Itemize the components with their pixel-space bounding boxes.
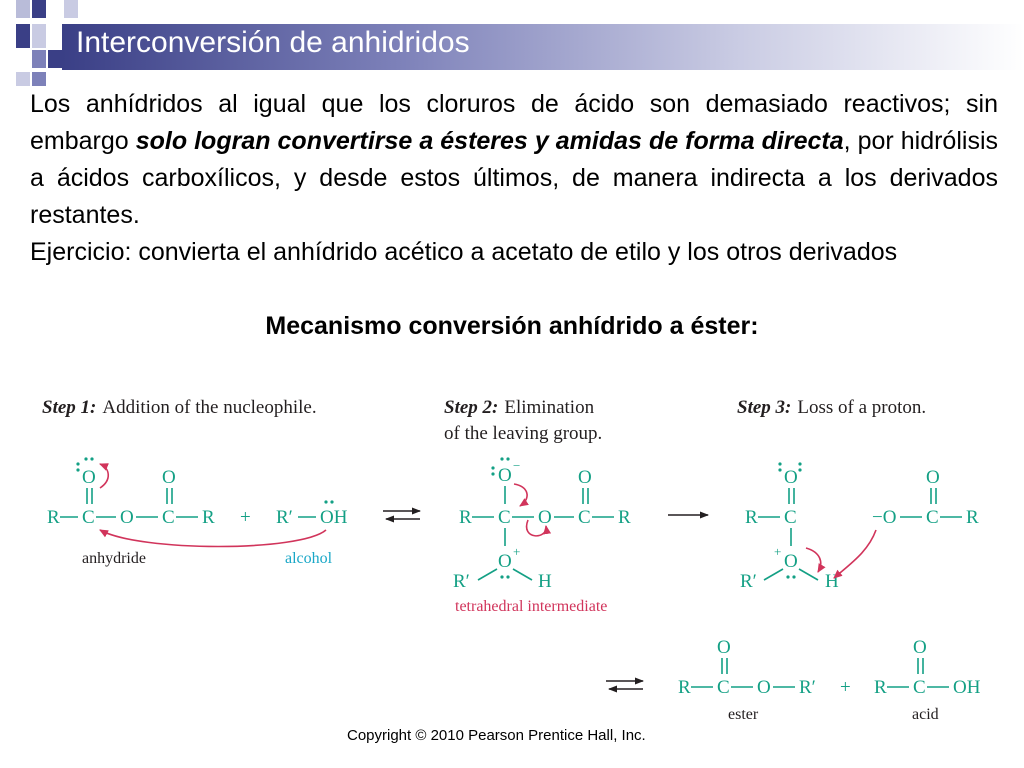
step-2-text-line-1: Elimination — [504, 397, 595, 418]
tetrahedral-intermediate — [453, 457, 631, 592]
plus-sign-products: + — [840, 677, 851, 698]
atom-o: O — [784, 551, 798, 572]
atom-r: R — [618, 507, 631, 528]
decor-square-5 — [32, 24, 46, 48]
equilibrium-arrow-2 — [606, 681, 643, 689]
plus-charge: + — [774, 544, 782, 559]
plus-sign: + — [240, 507, 251, 528]
paragraph-1-part-2: , por hidrólisis a ácidos carboxílicos, y desde estos últimos, de manera indirecta a los derivados restantes. — [30, 127, 998, 229]
paragraph-1-part-1: Los anhídridos al igual que los cloruros de ácido son demasiado reactivos; sin embargo — [30, 90, 998, 155]
atom-c: C — [162, 507, 175, 528]
paragraph-1-emphasis: solo logran convertirse a ésteres y amidas de forma directa — [135, 127, 844, 155]
atom-r-prime: R′ — [453, 571, 470, 592]
step-3-label-prefix: Step 3: — [737, 397, 792, 418]
plus-charge: + — [513, 544, 521, 559]
atom-c: C — [913, 677, 926, 698]
atom-o: O — [120, 507, 134, 528]
atom-o: O — [498, 465, 512, 486]
step-3-label — [737, 397, 926, 418]
decor-square-9 — [32, 72, 46, 86]
step-1-label — [42, 397, 317, 418]
atom-c: C — [926, 507, 939, 528]
atom-r: R — [874, 677, 887, 698]
atom-r-prime: R′ — [276, 507, 293, 528]
decor-square-8 — [16, 72, 30, 86]
equilibrium-arrow-1 — [383, 511, 420, 519]
caption-tetrahedral-intermediate: tetrahedral intermediate — [455, 598, 608, 615]
paragraph-2: Ejercicio: convierta el anhídrido acético a acetato de etilo y los otros derivados — [30, 238, 898, 266]
atom-o: O — [162, 467, 176, 488]
atom-r-prime: R′ — [799, 677, 816, 698]
paragraph-1 — [30, 86, 998, 234]
step-2-label-prefix: Step 2: — [444, 397, 499, 418]
atom-o: O — [926, 467, 940, 488]
step-1-label-prefix: Step 1: — [42, 397, 97, 418]
atom-c: C — [717, 677, 730, 698]
slide-title: Interconversión de anhidridos — [76, 26, 470, 59]
atom-o: O — [784, 467, 798, 488]
atom-h: H — [538, 571, 552, 592]
caption-ester: ester — [728, 706, 759, 723]
anhydride-molecule — [47, 457, 215, 528]
atom-o-minus: −O — [872, 507, 897, 528]
decor-square-2 — [32, 0, 46, 18]
atom-o: O — [538, 507, 552, 528]
atom-o: O — [757, 677, 771, 698]
slide-body — [30, 86, 998, 271]
atom-r: R — [678, 677, 691, 698]
nucleophile-attack-arrow — [100, 530, 326, 547]
step-3-text: Loss of a proton. — [797, 397, 927, 418]
decor-square-4 — [16, 24, 30, 48]
atom-r: R — [47, 507, 60, 528]
atom-o: O — [717, 637, 731, 658]
carboxylate-anion — [834, 467, 979, 578]
mechanism-figure — [0, 380, 1024, 745]
acid-molecule — [874, 637, 981, 698]
copyright-notice: Copyright © 2010 Pearson Prentice Hall, Inc. — [347, 727, 646, 744]
atom-r-prime: R′ — [740, 571, 757, 592]
decor-square-3 — [64, 0, 78, 18]
atom-c: C — [578, 507, 591, 528]
protonated-ester — [740, 462, 839, 592]
atom-o: O — [498, 551, 512, 572]
step-1-text: Addition of the nucleophile. — [102, 397, 317, 418]
caption-anhydride: anhydride — [82, 550, 146, 567]
atom-o: O — [82, 467, 96, 488]
decor-square-1 — [16, 0, 30, 18]
atom-r: R — [745, 507, 758, 528]
step-2-text-line-2: of the leaving group. — [444, 423, 603, 444]
atom-c: C — [784, 507, 797, 528]
decor-square-6 — [32, 50, 46, 68]
step-2-label — [444, 397, 595, 418]
atom-o: O — [913, 637, 927, 658]
caption-acid: acid — [912, 706, 939, 723]
atom-r: R — [459, 507, 472, 528]
atom-c: C — [82, 507, 95, 528]
caption-alcohol: alcohol — [285, 550, 333, 567]
ester-molecule — [678, 637, 816, 698]
atom-r: R — [966, 507, 979, 528]
minus-charge: − — [513, 458, 521, 473]
mechanism-heading: Mecanismo conversión anhídrido a éster: — [265, 312, 759, 340]
atom-oh: OH — [953, 677, 981, 698]
alcohol-molecule — [276, 500, 348, 528]
decor-square-7 — [48, 50, 62, 68]
atom-c: C — [498, 507, 511, 528]
atom-o: O — [578, 467, 592, 488]
atom-h: H — [825, 571, 839, 592]
atom-oh: OH — [320, 507, 348, 528]
atom-r: R — [202, 507, 215, 528]
